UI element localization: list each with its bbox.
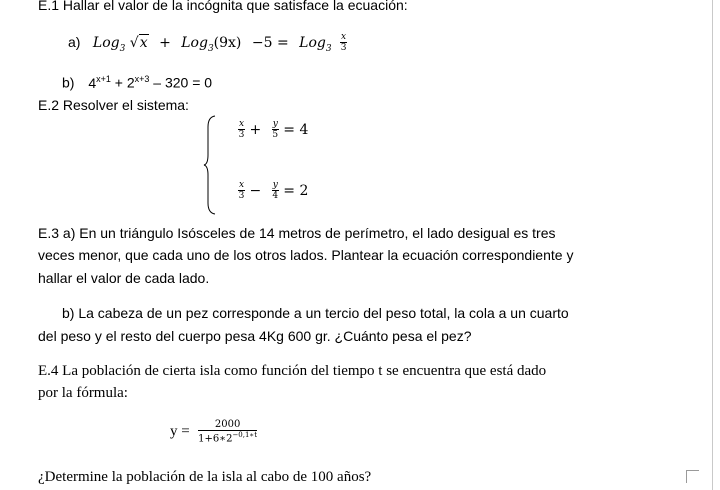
log-base-3: 3 [325,43,332,54]
e1-heading: E.1 Hallar el valor de la incógnita que satisface la ecuación: [38,0,408,13]
log-term-1: Log [92,35,120,51]
page-corner-marker [686,470,699,483]
log-base-1: 3 [119,43,126,54]
e3-b-line-2: del peso y el resto del cuerpo pesa 4Kg 600 gr. ¿Cuánto pesa el pez? [38,328,472,344]
e2-heading: E.2 Resolver el sistema: [38,97,189,113]
system-equation-1: $\frac{x}{3}$ + $\frac{y}{5}$ = 4 [238,119,309,140]
minus-five-equals: −5 = [251,35,289,51]
e4-line-2: por la fórmula: [38,385,128,401]
e3-a-line-2: veces menor, que cada uno de los otros lados. Plantear la ecuación correspondiente y [38,247,574,263]
fraction-x-over-3: $\frac{x}{3}$ [340,32,347,53]
log-arg-2: (9x) [213,35,242,51]
e4-line-1: E.4 La población de cierta isla como función del tiempo t se encuentra que está dado [38,363,547,379]
system-brace [203,115,217,215]
e1-equation-b: b) $4^{x+1} + 2^{x+3} - 320 = 0$ [62,74,213,91]
plus-sign: + [159,35,171,51]
e1-b-label: b) [62,74,75,91]
e4-formula: y = $\frac{2000}{1+6∗2^{-0,1∗t}}$ [170,419,258,445]
e1-equation-a: a) Log$_3$ √x + Log$_3$(9x) −5 = Log$_3$ $\frac{x}{3}$ [68,32,347,54]
e3-a-line-3: hallar el valor de cada lado. [38,270,210,286]
e3-b-line-1: b) La cabeza de un pez corresponde a un tercio del peso total, la cola a un cuarto [62,305,569,321]
sqrt-x: x [139,35,148,51]
log-term-3: Log [299,35,326,51]
e1-a-label: a) [68,34,81,50]
system-equation-2: $\frac{x}{3}$ − $\frac{y}{4}$ = 2 [238,180,309,201]
e3-a-line-1: E.3 a) En un triángulo Isósceles de 14 metros de perímetro, el lado desigual es tres [38,225,556,241]
log-term-2: Log [181,35,208,51]
log-base-2: 3 [207,43,214,54]
e4-question: ¿Determine la población de la isla al cabo de 100 años? [38,469,372,485]
